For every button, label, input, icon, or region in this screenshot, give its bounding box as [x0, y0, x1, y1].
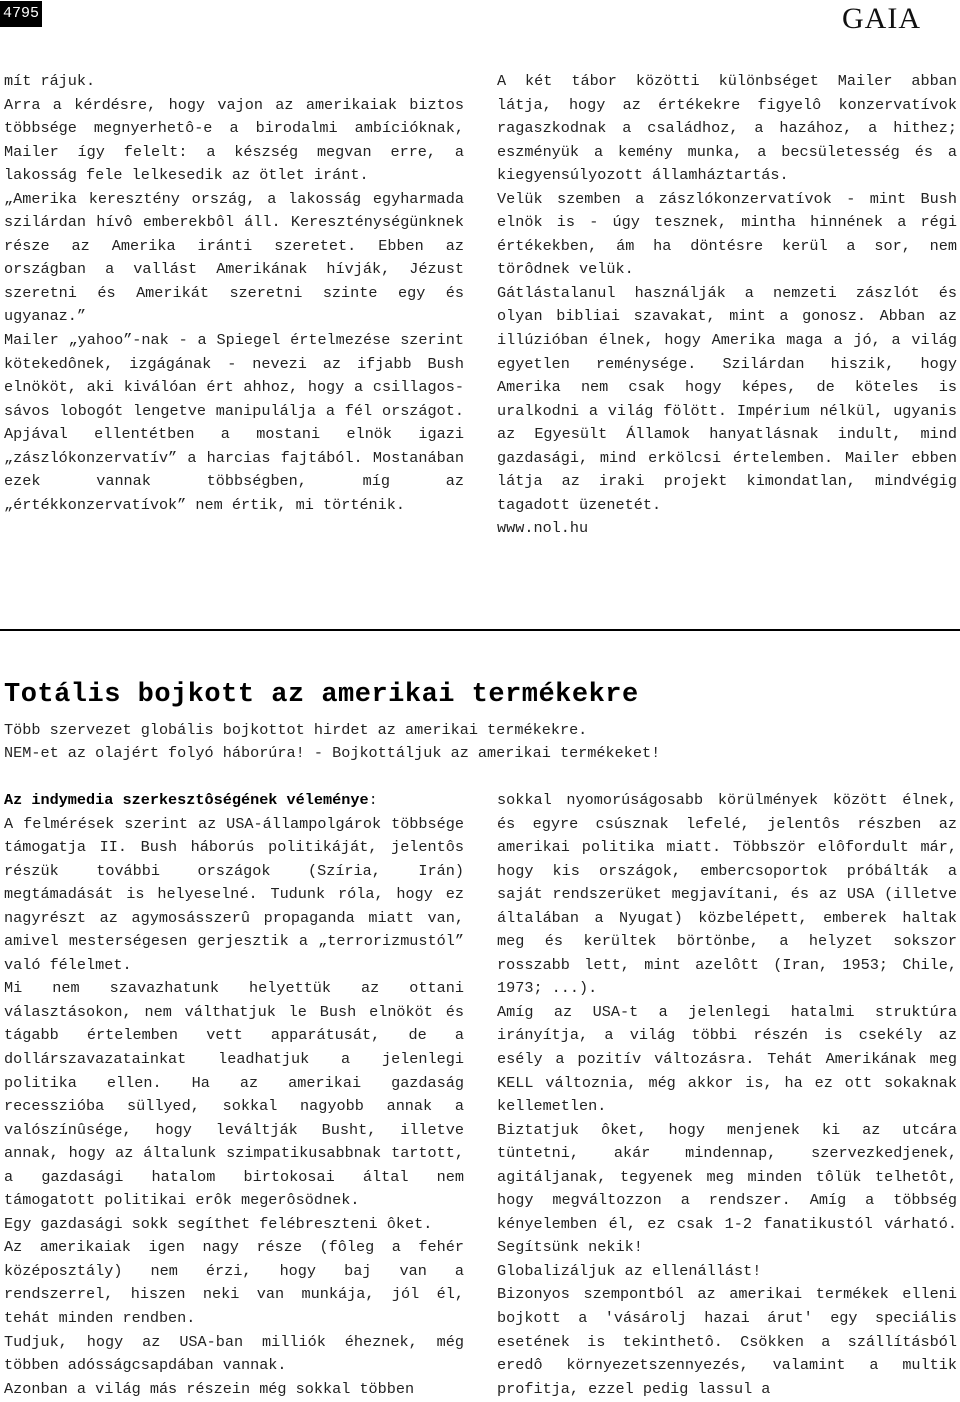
paragraph: A két tábor közötti különbséget Mailer abban látja, hogy az értékekre figyelô konzervatívok ragaszkodnak a családhoz, a hazához, a hithez; eszményük a kemény munka, a becsületesség és a kiegyensúlyozott államháztartás. — [497, 72, 957, 185]
paragraph: mít rájuk. — [4, 72, 96, 90]
paragraph: Arra a kérdésre, hogy vajon az amerikaiak biztos többsége megnyerhetô-e a birodalmi ambícióknak, Mailer így felelt: a készség megvan erre, a lakosság fele lelkesedik az ötlet iránt. — [4, 95, 464, 185]
paragraph: Mailer „yahoo”-nak - a Spiegel értelmezése szerint kötekedônek, izgágának - nevezi az ifjabb Bush elnököt, aki kiválóan ért ahhoz, hogy a csillagos-sávos lobogót lengetve manipulálja a fél országot. Apjával ellentétben a mostani elnök igazi „zászlókonzervatív” a harcias fajtából. Mostanában ezek vannak többségben, míg az „értékkonzervatívok” nem értik, mi történik. — [4, 331, 464, 514]
gaia-logo — [842, 3, 952, 31]
article2-column-right — [497, 789, 957, 1401]
article1-column-right — [497, 70, 957, 541]
paragraph: Gátlástalanul használják a nemzeti zászlót és olyan bibliai szavakat, mint a gonosz. Abban az illúzióban élnek, hogy Amerika maga a jó, a világ egyetlen reménysége. Szilárdan hiszik, hogy Amerika nem csak hogy képes, de köteles is uralkodni a világ fölött. Impérium nélkül, ugyanis az Egyesült Államok hanyatlásnak indult, mind gazdasági, mind erkölcsi értelemben. Mailer ebben látja az iraki projekt kimondatlan, mindvégig tagadott üzenetét. — [497, 283, 957, 514]
paragraph: Egy gazdasági sokk segíthet felébreszteni ôket. — [4, 1214, 433, 1233]
paragraph: Globalizáljuk az ellenállást! — [497, 1261, 762, 1280]
article2-title: Totális bojkott az amerikai termékekre — [4, 680, 639, 710]
paragraph: Mi nem szavazhatunk helyettük az ottani választásokon, nem válthatjuk le Bush elnököt és tágabb értelemben vett apparátusát, de a dollárszavazatainkat leadhatjuk a jelenlegi politika ellen. Ha az amerikai gazdaság recesszióba süllyed, sokkal nagyobb annak a valószínûsége, hogy leváltják Busht, illetve annak, hogy az általunk szimpatikusabbnak tartott, a gazdasági hatalom birtokosai által nem támogatott politikai erôk megerôsödnek. — [4, 979, 464, 1210]
section-divider — [0, 629, 960, 631]
lead-heading — [4, 789, 464, 813]
source-link[interactable]: www.nol.hu — [497, 519, 589, 538]
paragraph: Azonban a világ más részein még sokkal többen — [4, 1379, 415, 1398]
paragraph: „Amerika keresztény ország, a lakosság egyharmada szilárdan hívô emberekbôl áll. Kereszténységünknek része az Amerika iránti szeretet. Ebben az országban a vallást Amerikának hívják, Jézust szeretni és Amerikát szeretni szinte egy és ugyanaz.” — [4, 189, 464, 326]
article2-subtitle: Több szervezet globális bojkottot hirdet az amerikai termékekre. — [4, 721, 588, 739]
svg-text:GAIA: GAIA — [842, 3, 921, 31]
paragraph: Tudjuk, hogy az USA-ban milliók éheznek, még többen adósságcsapdában vannak. — [4, 1332, 464, 1375]
lead-heading-colon: : — [368, 791, 378, 809]
paragraph: Az amerikaiak igen nagy része (fôleg a fehér középosztály) nem érzi, hogy baj van a rendszerrel, hiszen neki van munkája, jól él, tehát minden rendben. — [4, 1238, 464, 1328]
paragraph: Velük szemben a zászlókonzervatívok - mint Bush elnök is - úgy tesznek, mintha hinnének a régi értékekben, ám ha döntésre kerül a sor, nem törôdnek velük. — [497, 189, 957, 279]
paragraph: Bizonyos szempontból az amerikai termékek elleni bojkott a 'vásárolj hazai árut' egy speciális esetének is tekinthetô. Csökken a szállításból eredô környezetszennyezés, valamint a multik profitja, ezzel pedig lassul a — [497, 1285, 957, 1398]
paragraph: A felmérések szerint az USA-állampolgárok többsége támogatja II. Bush háborús politikáját, jelentôs részük további országok (Szíria, Irán) megtámadását is helyeselné. Tudunk róla, hogy ez nagyrészt az agymosásszerû propaganda miatt van, amivel mesterségesen gerjesztik a „terrorizmustól” való félelmet. — [4, 814, 464, 974]
article2-subtitle: NEM-et az olajért folyó háborúra! - Bojkottáljuk az amerikai termékeket! — [4, 744, 661, 762]
article2-column-left — [4, 789, 464, 1401]
page-number: 4795 — [0, 1, 42, 27]
paragraph: Amíg az USA-t a jelenlegi hatalmi struktúra irányítja, a világ többi részén is csekély az esély a pozitív változásra. Tehát Amerikának meg KELL változnia, még akkor is, ha ez ott sokaknak kellemetlen. — [497, 1002, 957, 1116]
paragraph: Biztatjuk ôket, hogy menjenek ki az utcára tüntetni, akár mindennap, szervezkedjenek, agitáljanak, tegyenek meg minden tôlük telhetôt, hogy megváltozzon a rendszer. Amíg a többség kényelemben él, ez csak 1-2 fanatikustól várható. Segítsünk nekik! — [497, 1120, 957, 1257]
paragraph: sokkal nyomorúságosabb körülmények között élnek, és egyre csúsznak lefelé, jelentôs részben az amerikai politika miatt. Többször elôfordult már, hogy kis országok, embercsoportok próbálták a saját rendszerüket megjavítani, és az USA (illetve általában a Nyugat) közbelépett, emberek haltak meg és kerültek börtönbe, a helyzet sokszor rosszabb lett, mint azelôtt (Iran, 1953; Chile, 1973; ...). — [497, 791, 957, 998]
article1-column-left — [4, 70, 464, 517]
lead-heading-text: Az indymedia szerkesztôségének véleménye — [4, 791, 369, 809]
